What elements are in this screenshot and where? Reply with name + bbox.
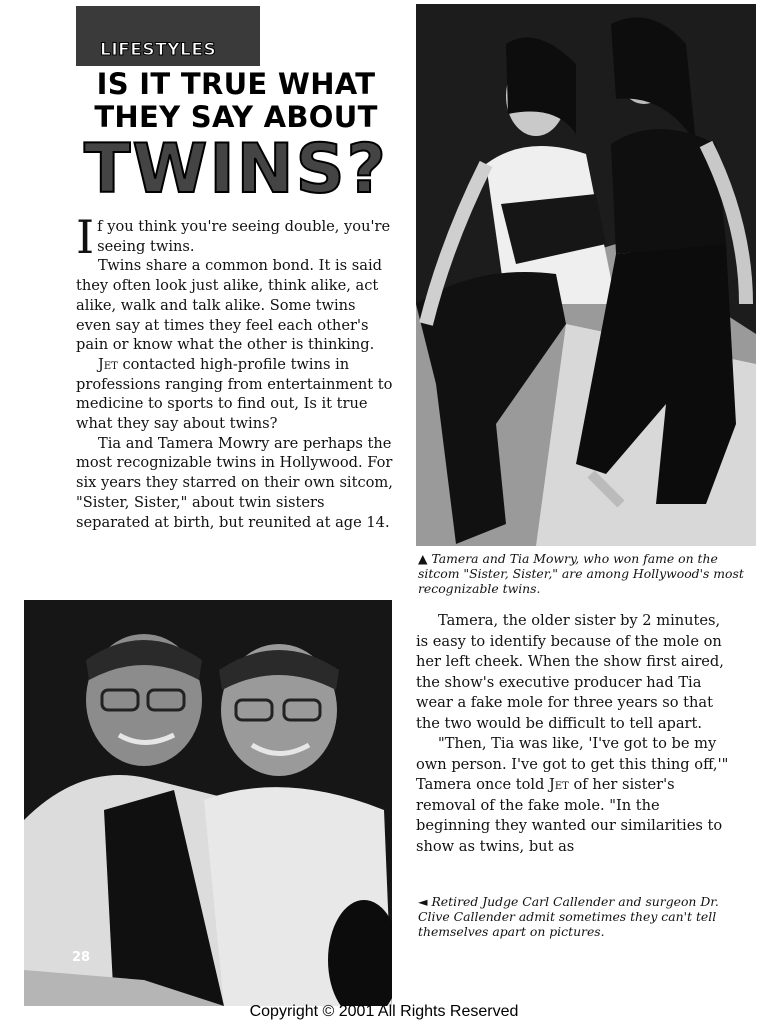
magazine-name: Jet	[98, 355, 118, 373]
paragraph-jet-contacted	[76, 355, 394, 434]
paragraph-intro	[76, 210, 394, 264]
paragraph-mowry: Tia and Tamera Mowry are perhaps the most recognizable twins in Hollywood. For six years they starred on their own sitcom, "Sister, Sister," about twin sisters separated at birth, but reunited at age 14.	[76, 434, 393, 531]
paragraph-tia-quote	[416, 734, 734, 857]
caption-mowry: ▲ Tamera and Tia Mowry, who won fame on the sitcom "Sister, Sister," are among Hollywood's most recognizable twins.	[418, 551, 744, 596]
caption-callender: ◄ Retired Judge Carl Callender and surgeon Dr. Clive Callender admit sometimes they can't tell themselves apart on pictures.	[418, 894, 719, 939]
magazine-name-2: Jet	[549, 776, 569, 793]
section-label-text: LIFESTYLES	[100, 40, 217, 60]
photo-callender-twins	[24, 600, 392, 1006]
headline-line-2: THEY SAY ABOUT	[94, 100, 378, 134]
paragraph-tia-quote-b: of her sister's removal of the fake mole. "In the beginning they wanted our similarities to show as twins, but as	[416, 776, 723, 855]
paragraph-common-bond: Twins share a common bond. It is said they often look just alike, think alike, act alike, walk and talk alike. Some twins even say at times they feel each other's pain or know what the other is thinking.	[76, 257, 382, 354]
paragraph-tia-quote-a: "Then, Tia was like, 'I've got to be my own person. I've got to get this thing off,'" Tamera once told	[416, 735, 729, 793]
page-number: 28	[72, 950, 91, 965]
headline-twins: TWINS?	[83, 130, 389, 209]
section-label	[76, 6, 260, 66]
headline-line-1: IS IT TRUE WHAT	[96, 67, 376, 101]
drop-cap: I	[76, 210, 95, 264]
paragraph-intro-text: f you think you're seeing double, you're seeing twins.	[97, 218, 391, 255]
article-column-left	[76, 210, 394, 532]
paragraph-jet-contacted-text: contacted high-profile twins in professions ranging from entertainment to medicine to sports to find out, Is it true what they say about twins?	[76, 355, 393, 433]
paragraph-tamera-mole: Tamera, the older sister by 2 minutes, is easy to identify because of the mole on her left cheek. When the show first aired, the show's executive producer had Tia wear a fake mole for three years so that the two would be difficult to tell apart.	[416, 612, 724, 732]
copyright-footer: Copyright © 2001 All Rights Reserved	[249, 1003, 519, 1020]
photo-mowry-twins	[416, 4, 756, 546]
article-column-right	[416, 611, 734, 857]
headline	[76, 67, 396, 209]
